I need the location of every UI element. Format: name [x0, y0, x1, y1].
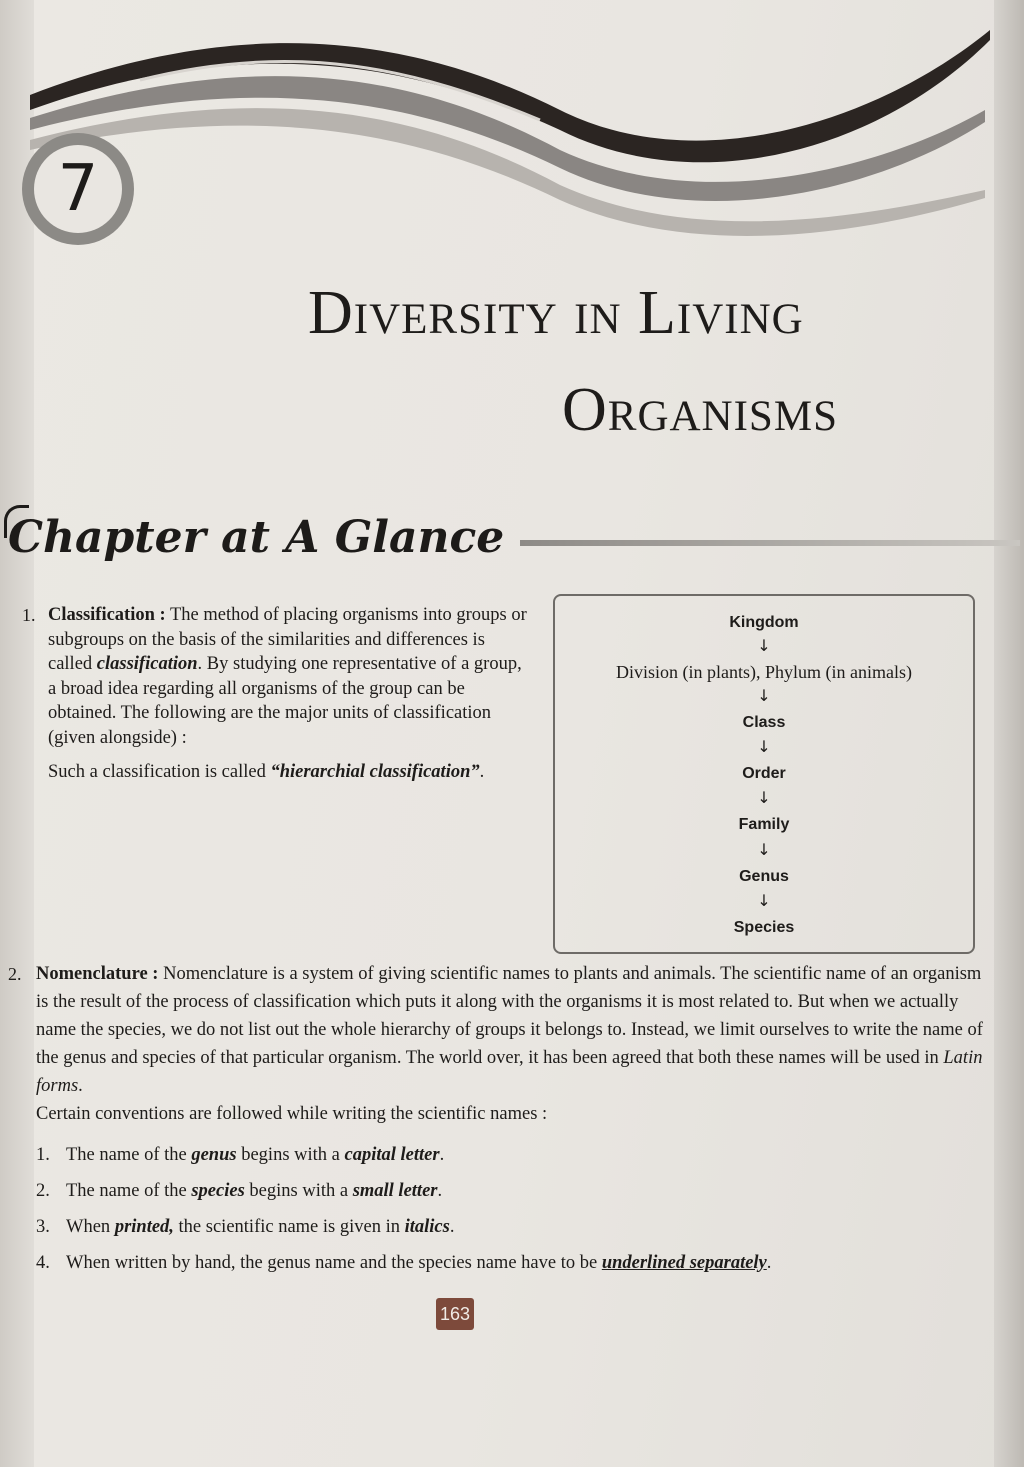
- hierarchial-sentence: [48, 760, 532, 785]
- hierarchy-species: Species: [733, 919, 795, 936]
- list-item: [36, 1179, 986, 1203]
- rule-text: .: [449, 1217, 455, 1237]
- rule-number: 3.: [36, 1217, 50, 1237]
- rule-emphasis: small letter: [352, 1181, 438, 1201]
- rule-text: begins with a: [244, 1181, 353, 1201]
- classification-term: Classification :: [48, 605, 166, 625]
- rule-number: 4.: [36, 1253, 50, 1273]
- hierarchy-box: [553, 594, 975, 954]
- rule-text: begins with a: [236, 1145, 345, 1165]
- hierarchy-division-phylum: Division (in plants), Phylum (in animals): [616, 662, 912, 682]
- glance-rule: [520, 540, 1020, 546]
- rule-emphasis: species: [191, 1181, 245, 1201]
- hierarchy-order: Order: [742, 765, 786, 782]
- hier-suffix: .: [479, 762, 485, 782]
- chapter-title-line1: Diversity in Living: [308, 279, 804, 347]
- rule-number: 2.: [36, 1181, 50, 1201]
- hierarchy-family: Family: [738, 816, 790, 833]
- rule-emphasis: genus: [191, 1145, 237, 1165]
- down-arrow-icon: ↓: [757, 891, 771, 910]
- rule-text: The name of the: [66, 1181, 192, 1201]
- rule-text: When written by hand, the genus name and the species name have to be: [66, 1253, 602, 1273]
- down-arrow-icon: ↓: [757, 737, 771, 756]
- rule-emphasis: printed,: [114, 1217, 174, 1237]
- rule-emphasis: italics: [404, 1217, 450, 1237]
- rule-text: The name of the: [66, 1145, 192, 1165]
- classification-text-b: . By studying one representative of a group, a broad idea regarding all organisms of the group can be obtained. The following are the major units of classification (given alongside) :: [48, 654, 522, 748]
- down-arrow-icon: ↓: [757, 636, 771, 655]
- classification-text-a: The method of placing organisms into groups or subgroups on the basis of the similarities and differences is called: [48, 605, 527, 674]
- hierarchy-kingdom: Kingdom: [729, 614, 799, 631]
- classification-paragraph: [48, 603, 532, 785]
- nomenclature-text-b: .: [78, 1076, 83, 1096]
- glance-heading: Chapter at A Glance: [8, 512, 505, 563]
- header-swoosh: [0, 0, 1024, 260]
- rule-emphasis: underlined separately: [601, 1253, 767, 1273]
- page-number: 163: [436, 1298, 474, 1330]
- section2-number: 2.: [8, 964, 22, 984]
- rule-number: 1.: [36, 1145, 50, 1165]
- rule-text: When: [66, 1217, 115, 1237]
- down-arrow-icon: ↓: [757, 686, 771, 705]
- chapter-title-line2: Organisms: [562, 376, 838, 444]
- nomenclature-paragraph: [36, 960, 986, 1128]
- section1-number: 1.: [22, 605, 36, 625]
- hierarchy-class: Class: [742, 714, 786, 731]
- rule-text: .: [437, 1181, 443, 1201]
- rule-text: .: [439, 1145, 445, 1165]
- latin-forms: Latin forms: [36, 1048, 983, 1096]
- down-arrow-icon: ↓: [757, 788, 771, 807]
- chapter-number-badge: [22, 133, 134, 245]
- hier-prefix: Such a classification is called: [48, 762, 271, 782]
- list-item: [36, 1251, 986, 1275]
- list-item: [36, 1215, 986, 1239]
- chapter-number: 7: [34, 145, 122, 233]
- rule-emphasis: capital letter: [344, 1145, 440, 1165]
- down-arrow-icon: ↓: [757, 840, 771, 859]
- nomenclature-text-a: Nomenclature is a system of giving scientific names to plants and animals. The scientific name of an organism is the result of the process of classification which puts it along with the organisms it is most related to. But when we actually name the species, we do not list out the whole hierarchy of groups it belongs to. Instead, we limit ourselves to write the name of the genus and species of that particular organism. The world over, it has been agreed that both these names will be used in: [36, 964, 983, 1068]
- rule-text: the scientific name is given in: [173, 1217, 405, 1237]
- list-item: [36, 1143, 986, 1167]
- conventions-line: Certain conventions are followed while writing the scientific names :: [36, 1104, 548, 1124]
- hierarchy-genus: Genus: [739, 868, 789, 885]
- nomenclature-term: Nomenclature :: [36, 964, 159, 984]
- classification-italic: classification: [96, 654, 198, 674]
- rule-text: .: [766, 1253, 772, 1273]
- hier-term: “hierarchial classification”: [270, 762, 480, 782]
